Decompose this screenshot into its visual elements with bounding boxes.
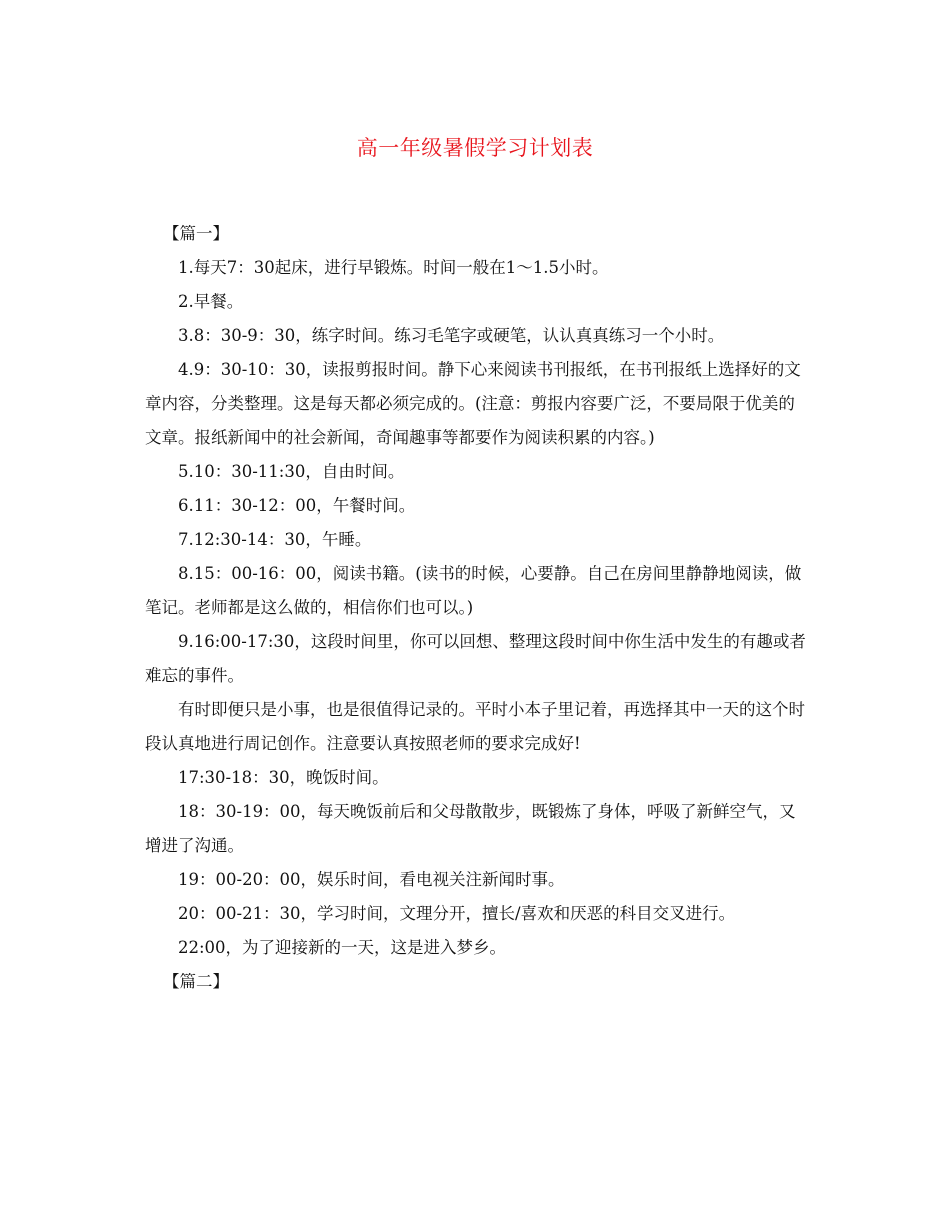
paragraph: 2.早餐。 <box>178 292 244 311</box>
paragraph: 17:30-18：30，晚饭时间。 <box>178 768 389 787</box>
paragraph: 8.15：00-16：00，阅读书籍。(读书的时候，心要静。自己在房间里静静地阅读，做笔记。老师都是这么做的，相信你们也可以。) <box>145 564 802 617</box>
paragraph: 20：00-21：30，学习时间，文理分开，擅长/喜欢和厌恶的科目交叉进行。 <box>178 904 736 923</box>
paragraph: 18：30-19：00，每天晚饭前后和父母散散步，既锻炼了身体，呼吸了新鲜空气，又增进了沟通。 <box>145 802 796 855</box>
paragraph: 5.10：30-11:30，自由时间。 <box>178 462 405 481</box>
paragraph: 22:00，为了迎接新的一天，这是进入梦乡。 <box>178 938 507 957</box>
section-heading: 【篇一】 <box>163 224 229 243</box>
paragraph: 9.16:00-17:30，这段时间里，你可以回想、整理这段时间中你生活中发生的有趣或者难忘的事件。 <box>145 632 806 685</box>
paragraph: 有时即便只是小事，也是很值得记录的。平时小本子里记着，再选择其中一天的这个时段认真地进行周记创作。注意要认真按照老师的要求完成好! <box>145 700 805 753</box>
document-body <box>145 217 810 999</box>
paragraph: 3.8：30-9：30，练字时间。练习毛笔字或硬笔，认认真真练习一个小时。 <box>178 326 725 345</box>
paragraph: 6.11：30-12：00，午餐时间。 <box>178 496 416 515</box>
section-heading: 【篇二】 <box>163 972 229 991</box>
document-title: 高一年级暑假学习计划表 <box>356 136 594 160</box>
paragraph: 19：00-20：00，娱乐时间，看电视关注新闻时事。 <box>178 870 565 889</box>
paragraph: 1.每天7：30起床，进行早锻炼。时间一般在1～1.5小时。 <box>178 258 609 277</box>
paragraph: 4.9：30-10：30，读报剪报时间。静下心来阅读书刊报纸，在书刊报纸上选择好的文章内容，分类整理。这是每天都必须完成的。(注意：剪报内容要广泛，不要局限于优美的文章。报纸新闻中的社会新闻，奇闻趣事等都要作为阅读积累的内容。) <box>145 360 801 447</box>
paragraph: 7.12:30-14：30，午睡。 <box>178 530 372 549</box>
